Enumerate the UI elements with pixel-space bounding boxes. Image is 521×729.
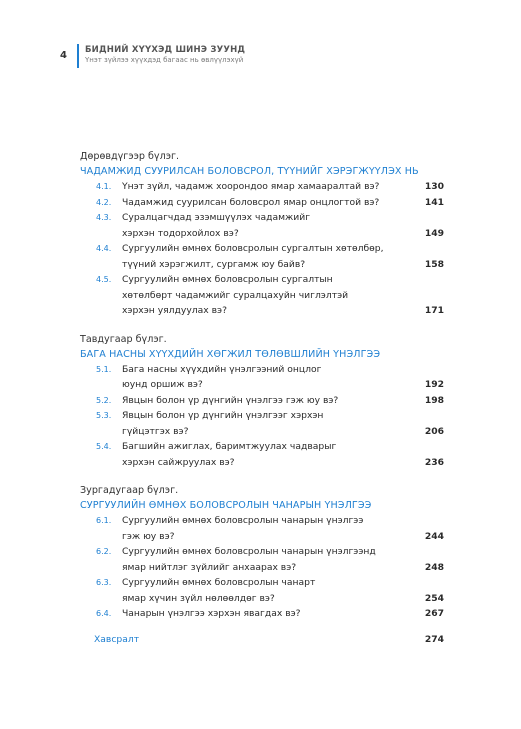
entry-number: 6.4.	[96, 609, 112, 618]
toc-entry[interactable]	[80, 575, 444, 606]
entry-number: 5.3.	[96, 411, 112, 420]
page-number: 4	[60, 50, 67, 61]
toc-entry[interactable]	[80, 606, 444, 622]
chapter-label: Зургадугаар бүлэг.	[80, 485, 179, 496]
entry-number: 5.4.	[96, 442, 112, 451]
entry-title-line: гүйцэтгэх вэ?	[122, 425, 189, 437]
toc-entry[interactable]	[80, 439, 444, 470]
entry-page-number: 267	[424, 608, 444, 619]
entry-page-number: 149	[424, 227, 444, 239]
entry-number: 4.5.	[96, 275, 112, 284]
toc-entry[interactable]	[80, 210, 444, 241]
entry-number: 4.1.	[96, 182, 112, 191]
entry-title-line: хэрхэн тодорхойлох вэ?	[122, 227, 239, 239]
toc-appendix[interactable]	[80, 632, 444, 648]
chapter-label: Дөрөвдүгээр бүлэг.	[80, 151, 180, 162]
entry-title-line: Суралцагчдад эзэмшүүлэх чадамжийг	[122, 212, 311, 223]
toc-entry[interactable]	[80, 195, 444, 211]
entry-title-line: түүний хэрэгжилт, сургамж юу байв?	[122, 258, 306, 270]
chapter-title[interactable]: СУРГУУЛИЙН ӨМНӨХ БОЛОВСРОЛЫН ЧАНАРЫН ҮНЭЛГЭЭ	[80, 500, 372, 511]
table-of-contents	[80, 150, 444, 648]
appendix-page-number: 274	[424, 633, 444, 645]
entry-page-number: 141	[424, 196, 444, 208]
entry-page-number: 206	[424, 425, 444, 437]
entry-title-line: Чанарын үнэлгээ хэрхэн явагдах вэ?	[122, 608, 301, 619]
chapter-label: Тавдугаар бүлэг.	[80, 333, 167, 345]
chapter-title[interactable]: ЧАДАМЖИД СУУРИЛСАН БОЛОВСРОЛ, ТҮҮНИЙГ ХЭРЭГЖҮҮЛЭХ НЬ	[80, 166, 419, 177]
entry-page-number: 244	[424, 530, 444, 542]
entry-title-line: ямар нийтлэг зүйлийг анхаарах вэ?	[122, 561, 297, 573]
entry-title-line: ямар хүчин зүйл нөлөөлдөг вэ?	[122, 592, 275, 604]
entry-title-line: хэрхэн уялдуулах вэ?	[122, 305, 227, 316]
entry-number: 5.2.	[96, 395, 112, 405]
toc-chapter	[80, 333, 444, 471]
entry-title-line: Явцын болон үр дүнгийн үнэлгээ гэж юу вэ?	[122, 394, 339, 406]
entry-title-line: юунд оршиж вэ?	[122, 379, 203, 390]
toc-entry[interactable]	[80, 544, 444, 575]
entry-page-number: 254	[424, 592, 444, 604]
toc-entry[interactable]	[80, 393, 444, 409]
toc-entry[interactable]	[80, 362, 444, 393]
entry-title-line: хөтөлбөрт чадамжийг суралцахуйн чиглэлтэй	[122, 289, 349, 301]
entry-number: 4.4.	[96, 244, 112, 253]
chapter-title[interactable]: БАГА НАСНЫ ХҮҮХДИЙН ХӨГЖИЛ ТӨЛӨВШЛИЙН ҮНЭЛГЭЭ	[80, 348, 381, 360]
toc-entry[interactable]	[80, 408, 444, 439]
entry-page-number: 198	[424, 394, 444, 406]
entry-title-line: Сургуулийн өмнөх боловсролын чанарын үнэлгээ	[122, 515, 364, 526]
section-spacer	[80, 622, 444, 632]
entry-title-line: Сургуулийн өмнөх боловсролын сургалтын хөтөлбөр,	[122, 243, 384, 254]
entry-title-line: хэрхэн сайжруулах вэ?	[122, 456, 235, 468]
entry-number: 4.3.	[96, 213, 112, 222]
toc-chapter	[80, 484, 444, 622]
entry-title-line: Бага насны хүүхдийн үнэлгээний онцлог	[122, 363, 322, 375]
entry-title-line: Сургуулийн өмнөх боловсролын чанарт	[122, 577, 316, 588]
book-subtitle: Үнэт зүйлээ хүүхдэд багаас нь өвлүүлэхүй	[85, 56, 244, 64]
entry-title-line: Явцын болон үр дүнгийн үнэлгээг хэрхэн	[122, 410, 324, 421]
entry-number: 6.3.	[96, 578, 112, 587]
entry-page-number: 171	[424, 305, 444, 316]
toc-entry[interactable]	[80, 241, 444, 272]
entry-title-line: Сургуулийн өмнөх боловсролын чанарын үнэлгээнд	[122, 546, 376, 557]
entry-title-line: Сургуулийн өмнөх боловсролын сургалтын	[122, 274, 333, 285]
entry-page-number: 248	[424, 561, 444, 573]
entry-number: 5.1.	[96, 364, 112, 374]
entry-page-number: 130	[424, 181, 444, 192]
toc-entry[interactable]	[80, 272, 444, 319]
entry-title-line: Чадамжид суурилсан боловсрол ямар онцлогтой вэ?	[122, 196, 380, 208]
entry-number: 4.2.	[96, 197, 112, 207]
toc-entry[interactable]	[80, 179, 444, 195]
entry-title-line: Багшийн ажиглах, баримтжуулах чадварыг	[122, 441, 337, 452]
entry-page-number: 158	[424, 258, 444, 270]
entry-page-number: 236	[424, 456, 444, 468]
entry-number: 6.1.	[96, 516, 112, 525]
toc-entry[interactable]	[80, 513, 444, 544]
entry-page-number: 192	[424, 379, 444, 390]
entry-title-line: гэж юу вэ?	[122, 530, 175, 542]
section-spacer	[80, 319, 444, 333]
book-title: БИДНИЙ ХҮҮХЭД ШИНЭ ЗУУНД	[85, 45, 246, 55]
entry-number: 6.2.	[96, 547, 112, 556]
appendix-label: Хавсралт	[94, 633, 140, 645]
entry-title-line: Үнэт зүйл, чадамж хоорондоо ямар хамааралтай вэ?	[122, 181, 380, 192]
header-divider	[77, 44, 79, 68]
section-spacer	[80, 470, 444, 484]
toc-chapter	[80, 150, 444, 319]
